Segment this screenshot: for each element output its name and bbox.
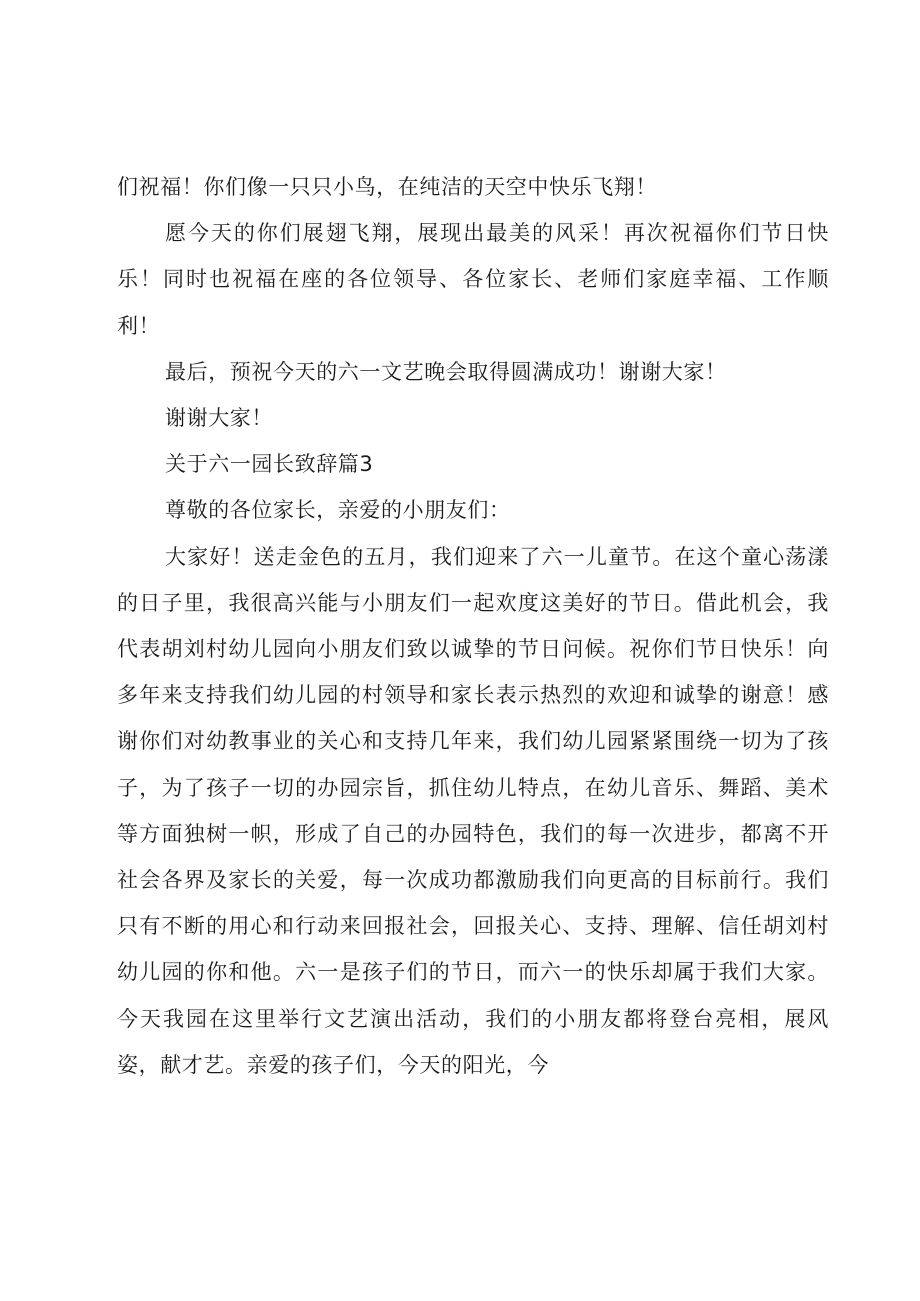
paragraph-salutation: 尊敬的各位家长，亲爱的小朋友们： <box>165 498 511 523</box>
paragraph-thanks: 谢谢大家！ <box>165 406 273 431</box>
paragraph-blessing-end: 们祝福！你们像一只只小鸟，在纯洁的天空中快乐飞翔！ <box>117 175 657 199</box>
paragraph-wishes: 愿今天的你们展翅飞翔，展现出最美的风采！再次祝福你们节日快乐！同时也祝福在座的各位领导、各位家长、老师们家庭幸福、工作顺利！ <box>117 221 829 338</box>
paragraph-speech-body: 大家好！送走金色的五月，我们迎来了六一儿童节。在这个童心荡漾的日子里，我很高兴能与小朋友们一起欢度这美好的节日。借此机会，我代表胡刘村幼儿园向小朋友们致以诚挚的节日问候。祝你们节日快乐！向多年来支持我们幼儿园的村领导和家长表示热烈的欢迎和诚挚的谢意！感谢你们对幼教事业的关心和支持几年来，我们幼儿园紧紧围绕一切为了孩子，为了孩子一切的办园宗旨，抓住幼儿特点，在幼儿音乐、舞蹈、美术等方面独树一帜，形成了自己的办园特色，我们的每一次进步，都离不开社会各界及家长的关爱，每一次成功都激励我们向更高的目标前行。我们只有不断的用心和行动来回报社会，回报关心、支持、理解、信任胡刘村幼儿园的你和他。六一是孩子们的节日，而六一的快乐却属于我们大家。今天我园在这里举行文艺演出活动，我们的小朋友都将登台亮相，展风姿，献才艺。亲爱的孩子们，今天的阳光，今 <box>117 544 829 1077</box>
document-body <box>117 164 829 1088</box>
paragraph-closing: 最后，预祝今天的六一文艺晚会取得圆满成功！谢谢大家！ <box>165 359 727 384</box>
section-heading: 关于六一园长致辞篇3 <box>165 452 374 477</box>
